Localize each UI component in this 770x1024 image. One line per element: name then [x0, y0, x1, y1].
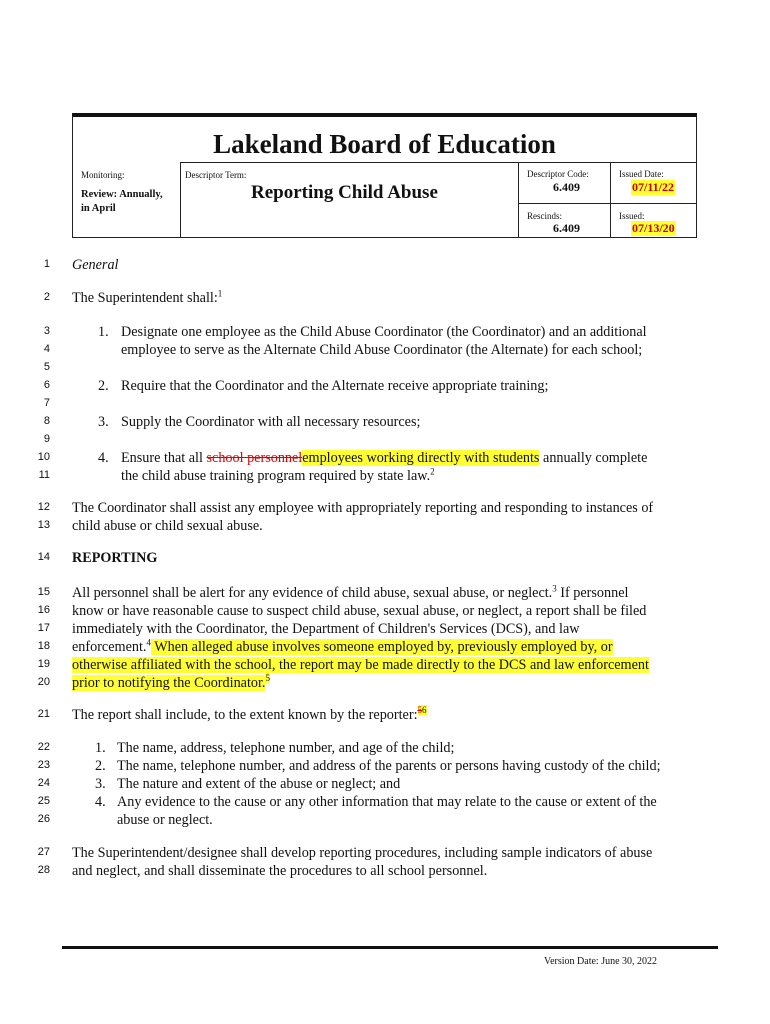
descriptor-term: Reporting Child Abuse: [251, 182, 438, 203]
footnote-ref: 4: [146, 637, 151, 648]
highlighted-text: otherwise affiliated with the school, the report may be made directly to the DCS and law enforcement: [72, 657, 649, 673]
issued-date: 07/11/22: [632, 180, 675, 194]
descriptor-code-label: Descriptor Code:: [527, 169, 589, 179]
line-number: 7: [43, 397, 50, 409]
line-number: 12: [37, 501, 50, 513]
section-general: General: [72, 257, 119, 273]
line-number: 18: [37, 640, 50, 652]
superintendent-shall: The Superintendent shall:$^1$: [72, 288, 223, 306]
line-number: 25: [37, 795, 50, 807]
descriptor-code: 6.409: [553, 180, 580, 194]
include-item1: The name, address, telephone number, and age of the child;: [117, 740, 455, 756]
highlighted-text: When alleged abuse involves someone employed by, previously employed by, or: [150, 639, 613, 655]
reporting-line3: immediately with the Coordinator, the Department of Children's Services (DCS), and law: [72, 621, 580, 637]
coordinator-line1: The Coordinator shall assist any employee with appropriately reporting and responding to instances of: [72, 500, 654, 516]
highlighted-text: prior to notifying the Coordinator.: [72, 675, 266, 691]
monitoring-cell: [73, 162, 181, 237]
line-number: 2: [43, 291, 50, 303]
footnote-ref: 3: [552, 583, 557, 594]
item4-line2: the child abuse training program required by state law.$^2$: [121, 466, 435, 484]
issued-label: Issued:: [619, 211, 645, 221]
issued-previous-date: 07/13/20: [632, 221, 675, 235]
reporting-line6: [72, 674, 270, 692]
footer-rule: [62, 946, 718, 949]
line-number: 1: [43, 258, 50, 270]
footnote-ref: 5: [265, 673, 270, 684]
monitoring-value-line2: in April: [81, 203, 116, 214]
line-number: 10: [37, 451, 50, 463]
rescinds-code: 6.409: [553, 221, 580, 235]
include-item2: The name, telephone number, and address of the parents or persons having custody of the child;: [117, 758, 661, 774]
issued-date-label: Issued Date:: [619, 169, 664, 179]
coordinator-line2: child abuse or child sexual abuse.: [72, 518, 263, 534]
monitoring-label: Monitoring:: [81, 170, 125, 180]
item1-number: 1.: [98, 324, 109, 340]
reporting-line5: [72, 656, 649, 674]
item2-number: 2.: [98, 378, 109, 394]
line-number: 27: [37, 846, 50, 858]
descriptor-term-label: Descriptor Term:: [185, 170, 247, 180]
footnote-ref: 1: [217, 288, 223, 299]
include-item4-line1: Any evidence to the cause or any other information that may relate to the cause or extent of the: [117, 794, 657, 810]
line-number: 6: [43, 379, 50, 391]
line-number: 21: [37, 708, 50, 720]
item1-line2: employee to serve as the Alternate Child Abuse Coordinator (the Alternate) for each school;: [121, 342, 643, 358]
report-include: The report shall include, to the extent known by the reporter:$^{56}$: [72, 705, 427, 723]
line-number: 20: [37, 676, 50, 688]
item2-text: Require that the Coordinator and the Alternate receive appropriate training;: [121, 378, 549, 394]
board-title: Lakeland Board of Education: [213, 129, 556, 159]
line-number: 16: [37, 604, 50, 616]
item3-number: 3.: [98, 414, 109, 430]
line-number: 3: [43, 325, 50, 337]
reporting-line1: All personnel shall be alert for any evidence of child abuse, sexual abuse, or neglect.$^3$ If personnel: [72, 583, 629, 601]
item4-number: 4.: [98, 450, 109, 466]
line-number: 28: [37, 864, 50, 876]
include-item3-number: 3.: [95, 776, 106, 792]
issued-cell: [611, 162, 696, 237]
struck-text: school personnel: [206, 450, 303, 466]
line-number: 14: [37, 551, 50, 563]
line-number: 24: [37, 777, 50, 789]
line-number: 8: [43, 415, 50, 427]
line-number: 23: [37, 759, 50, 771]
procedures-line2: and neglect, and shall disseminate the procedures to all school personnel.: [72, 863, 488, 879]
line-number: 9: [43, 433, 50, 445]
descriptor-code-cell: [519, 162, 611, 237]
code-date-divider: [519, 203, 696, 204]
item4-line1: Ensure that all school personnelemployees working directly with students annually complete: [121, 450, 648, 466]
include-item2-number: 2.: [95, 758, 106, 774]
policy-header: [72, 113, 697, 238]
item3-text: Supply the Coordinator with all necessary resources;: [121, 414, 421, 430]
item1-line1: Designate one employee as the Child Abuse Coordinator (the Coordinator) and an additional: [121, 324, 647, 340]
include-item1-number: 1.: [95, 740, 106, 756]
monitoring-value-line1: Review: Annually,: [81, 189, 163, 200]
rescinds-label: Rescinds:: [527, 211, 562, 221]
line-number: 22: [37, 741, 50, 753]
footnote-ref: 2: [430, 466, 435, 477]
struck-footnote: 5: [417, 705, 423, 716]
line-number: 11: [38, 469, 50, 481]
line-number: 26: [37, 813, 50, 825]
line-number: 15: [37, 586, 50, 598]
reporting-line4: enforcement.$^4$ When alleged abuse involves someone employed by, previously employed by, or: [72, 637, 613, 655]
include-item4-number: 4.: [95, 794, 106, 810]
line-number: 19: [37, 658, 50, 670]
footnote-ref: 6: [422, 705, 427, 716]
line-number: 4: [43, 343, 50, 355]
include-item3: The nature and extent of the abuse or neglect; and: [117, 776, 401, 792]
reporting-heading: REPORTING: [72, 550, 158, 566]
highlighted-text: employees working directly with students: [302, 450, 540, 466]
procedures-line1: The Superintendent/designee shall develop reporting procedures, including sample indicators of abuse: [72, 845, 653, 861]
line-number: 13: [37, 519, 50, 531]
reporting-line2: know or have reasonable cause to suspect child abuse, sexual abuse, or neglect, a report shall be filed: [72, 603, 647, 619]
descriptor-term-cell: [181, 162, 519, 237]
include-item4-line2: abuse or neglect.: [117, 812, 213, 828]
line-number: 5: [43, 361, 50, 373]
line-number: 17: [37, 622, 50, 634]
version-date: Version Date: June 30, 2022: [544, 956, 658, 967]
